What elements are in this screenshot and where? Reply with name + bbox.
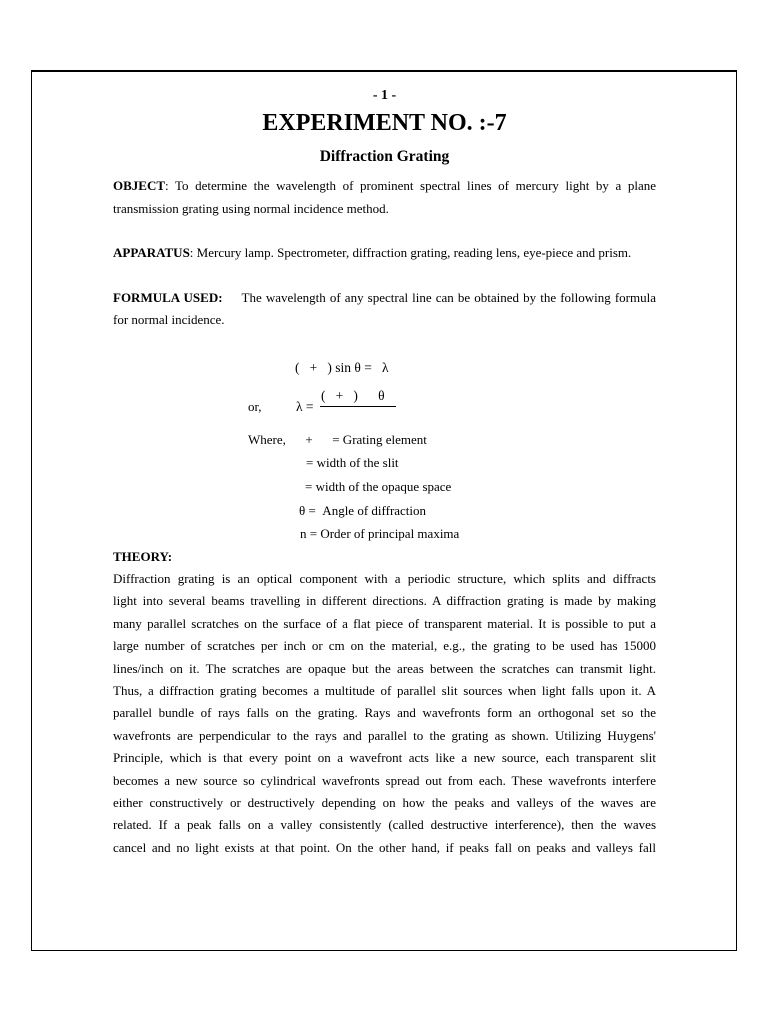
equation-or-label: or, (248, 399, 262, 414)
formula-label: FORMULA USED: (113, 289, 223, 305)
theory-line: either constructively or destructively depending on how the peaks and valleys of the waves are (113, 795, 656, 811)
page-number: - 1 - (372, 88, 397, 103)
object-text: : To determine the wavelength of prominent spectral lines of mercury light by a plane transmission grating using normal incidence method. (113, 178, 656, 216)
formula-section (113, 287, 656, 332)
apparatus-section (113, 242, 656, 265)
theory-line: related. If a peak falls on a valley consistently (called destructive interference), then the waves (113, 817, 656, 833)
theory-line: many parallel scratches on the surface of a flat piece of transparent material. It is possible to put a (113, 615, 656, 631)
theory-text (113, 568, 656, 859)
document-body (113, 86, 656, 855)
theory-line: Diffraction grating is an optical component with a periodic structure, which splits and diffracts (113, 571, 656, 586)
theory-line: Principle, which is that every point on a wavefront acts like a new source, each transparent slit (113, 750, 656, 766)
definition-angle: θ = Angle of diffraction (299, 503, 427, 518)
object-label: OBJECT (113, 178, 166, 193)
equation-wavelength-numerator: ( + ) θ (321, 388, 385, 403)
formula-text: The wavelength of any spectral line can be obtained by the following formula for normal incidence. (113, 289, 656, 327)
object-section (113, 175, 656, 220)
theory-line: lines/inch on it. The scratches are opaque but the areas between the scratches can transmit light. (113, 660, 656, 676)
apparatus-label: APPARATUS (113, 245, 190, 260)
fraction-bar (320, 406, 396, 407)
theory-line: large number of scratches per inch or cm on the material, e.g., the grating to be used has 15000 (113, 638, 656, 654)
definition-order: n = Order of principal maxima (300, 526, 460, 541)
apparatus-text: : Mercury lamp. Spectrometer, diffraction grating, reading lens, eye-piece and prism. (189, 245, 632, 260)
experiment-title: EXPERIMENT NO. :-7 (262, 110, 507, 136)
definition-slit-width: = width of the slit (306, 455, 399, 470)
equation-wavelength-lhs: λ = (296, 399, 314, 414)
theory-line: wavefronts are perpendicular to the rays and parallel to the grating as shown. Utilizing Huygens' (113, 727, 656, 743)
theory-line: parallel bundle of rays falls on the grating. Rays and wavefronts form an orthogonal set so the (113, 705, 656, 721)
theory-label: THEORY: (113, 549, 173, 564)
where-line: Where, + = Grating element (248, 432, 427, 447)
definition-opaque-width: = width of the opaque space (305, 479, 452, 494)
theory-line: becomes a new source so cylindrical wavefronts spread out from each. These wavefronts interfere (113, 772, 656, 788)
theory-line: Thus, a diffraction grating becomes a multitude of parallel slit sources when light falls upon it. A (113, 683, 656, 699)
equation-grating: ( + ) sin θ = λ (295, 360, 389, 375)
theory-line: cancel and no light exists at that point. On the other hand, if peaks fall on peaks and valleys fall (113, 839, 656, 855)
subtitle: Diffraction Grating (319, 148, 450, 165)
theory-line: light into several beams travelling in different directions. A diffraction grating is made by making (113, 593, 656, 609)
